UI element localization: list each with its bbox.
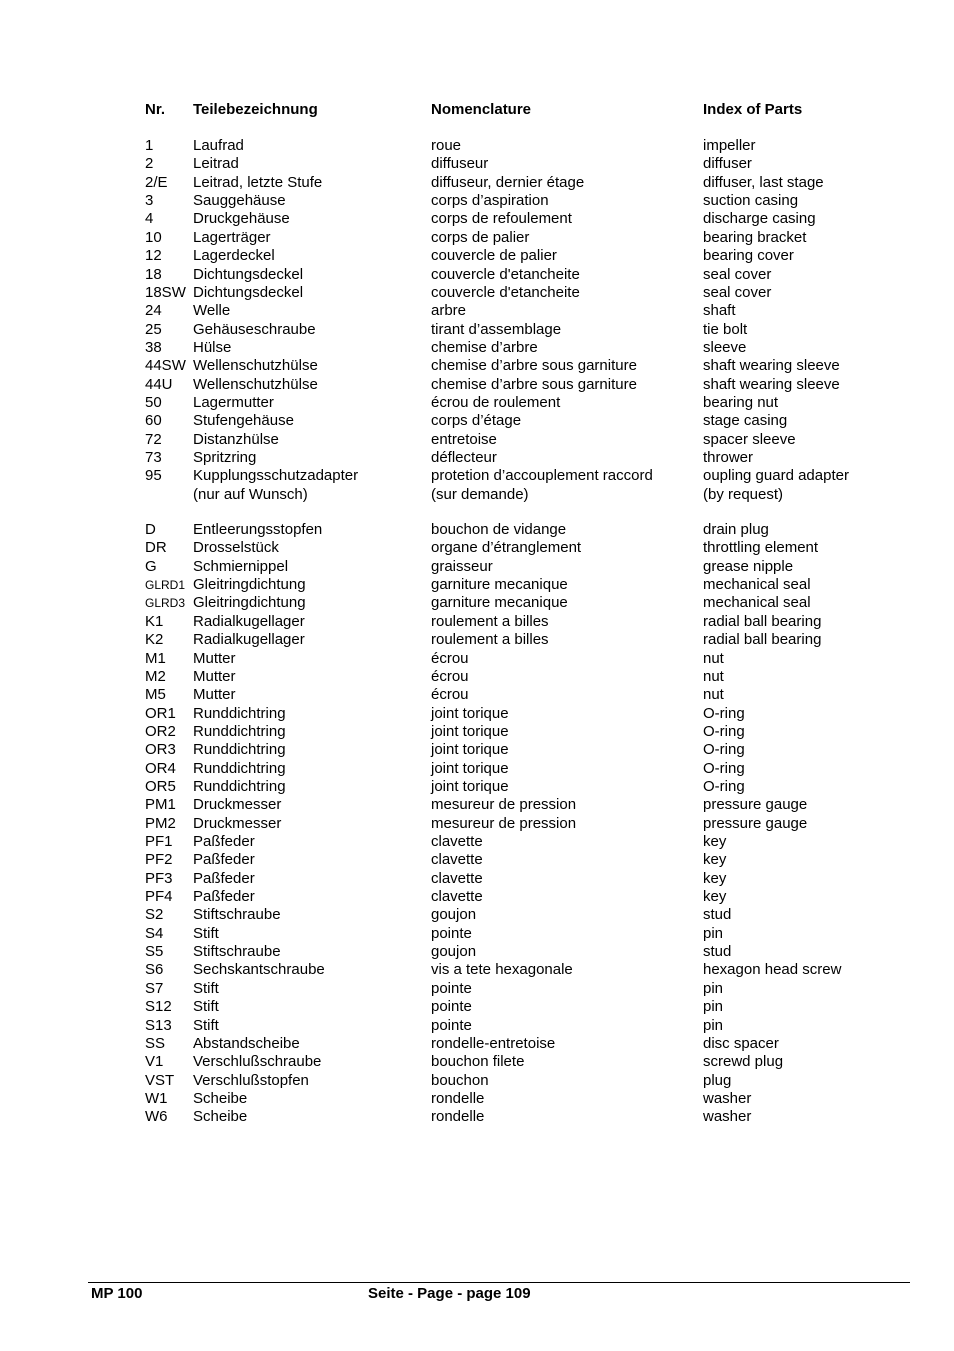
part-name-german: Lagerträger <box>193 228 271 246</box>
part-name-german: Stift <box>193 979 219 997</box>
part-name-english: bearing cover <box>703 247 794 265</box>
part-name-french: couvercle d'etancheite <box>431 283 580 301</box>
part-name-english: radial ball bearing <box>703 612 822 630</box>
table-row <box>0 155 954 173</box>
table-row <box>0 851 954 869</box>
part-name-english: nut <box>703 686 724 704</box>
table-row <box>0 192 954 210</box>
part-name-german: Lagermutter <box>193 393 274 411</box>
part-name-german: Gehäuseschraube <box>193 320 316 338</box>
part-number: 95 <box>145 467 162 485</box>
part-name-english: nut <box>703 667 724 685</box>
part-name-german: Gleitringdichtung <box>193 576 306 593</box>
part-name-french: garniture mecanique <box>431 594 568 612</box>
part-name-english: key <box>703 833 727 850</box>
part-name-german: Stift <box>193 924 219 942</box>
part-number: OR1 <box>145 704 176 722</box>
part-name-french: arbre <box>431 302 467 320</box>
table-row <box>0 486 954 504</box>
part-name-english: O-ring <box>703 759 745 777</box>
part-name-german: Dichtungsdeckel <box>193 283 304 301</box>
part-number: 3 <box>145 192 154 210</box>
part-number: M2 <box>145 667 166 685</box>
part-name-english: diffuser <box>703 155 752 173</box>
part-number: 18SW <box>145 283 186 301</box>
part-number: PF1 <box>145 833 173 850</box>
table-row <box>0 521 954 539</box>
part-number: 72 <box>145 430 162 448</box>
table-row <box>0 431 954 449</box>
part-name-german: Mutter <box>193 649 236 667</box>
part-name-english: key <box>703 888 727 905</box>
part-name-english: sleeve <box>703 338 747 356</box>
table-row <box>0 449 954 467</box>
table-row <box>0 1108 954 1126</box>
table-row <box>0 339 954 357</box>
part-name-french: graisseur <box>431 557 493 575</box>
part-name-english: hexagon head screw <box>703 961 842 979</box>
part-name-french: clavette <box>431 888 483 905</box>
part-number: S12 <box>145 998 172 1016</box>
part-name-german: Entleerungsstopfen <box>193 521 323 538</box>
part-name-german: (nur auf Wunsch) <box>193 485 308 503</box>
table-row <box>0 980 954 998</box>
part-number: W1 <box>145 1089 168 1107</box>
part-name-english: bearing nut <box>703 393 779 411</box>
table-row <box>0 778 954 796</box>
table-row <box>0 723 954 741</box>
part-number: 60 <box>145 412 162 430</box>
part-name-english: washer <box>703 1089 752 1107</box>
table-row <box>0 174 954 192</box>
part-name-english: shaft wearing sleeve <box>703 375 840 393</box>
part-name-english: grease nipple <box>703 557 794 575</box>
part-number: 73 <box>145 449 162 466</box>
part-name-german: Stift <box>193 998 219 1016</box>
part-name-german: Paßfeder <box>193 833 255 850</box>
table-row <box>0 741 954 759</box>
part-name-english: nut <box>703 649 724 667</box>
part-number: K2 <box>145 631 164 649</box>
part-name-french: goujon <box>431 943 477 960</box>
footer-divider <box>88 1282 910 1283</box>
header-german: Teilebezeichnung <box>193 101 318 118</box>
footer-model: MP 100 <box>91 1285 143 1302</box>
table-row <box>0 668 954 686</box>
part-name-german: Runddichtring <box>193 722 286 740</box>
part-name-english: stage casing <box>703 412 788 430</box>
part-name-german: Paßfeder <box>193 888 255 905</box>
part-name-english: suction casing <box>703 192 799 210</box>
part-name-german: Mutter <box>193 686 236 704</box>
part-name-french: bouchon filete <box>431 1053 525 1071</box>
table-row <box>0 870 954 888</box>
part-name-english: O-ring <box>703 777 745 795</box>
part-number: 4 <box>145 210 154 228</box>
part-name-french: goujon <box>431 906 477 924</box>
part-name-french: corps d’étage <box>431 412 522 430</box>
part-name-french: clavette <box>431 869 483 887</box>
part-name-german: Wellenschutzhülse <box>193 375 318 393</box>
part-name-english: O-ring <box>703 741 745 759</box>
table-row <box>0 998 954 1016</box>
part-name-french: joint torique <box>431 777 509 795</box>
part-name-french: mesureur de pression <box>431 814 577 832</box>
part-name-french: écrou de roulement <box>431 393 561 411</box>
part-number: OR3 <box>145 741 176 759</box>
part-name-german: Drosselstück <box>193 539 279 557</box>
table-row <box>0 266 954 284</box>
part-number: 2/E <box>145 173 168 191</box>
part-name-french: corps de refoulement <box>431 210 572 228</box>
part-name-english: O-ring <box>703 704 745 722</box>
part-number: 18 <box>145 265 162 283</box>
part-name-german: Spritzring <box>193 449 257 466</box>
part-number: M5 <box>145 686 166 704</box>
part-name-german: Schmiernippel <box>193 557 289 575</box>
header-french: Nomenclature <box>431 101 532 118</box>
part-name-french: chemise d’arbre sous garniture <box>431 357 637 375</box>
part-name-french: bouchon de vidange <box>431 521 567 538</box>
part-name-english: seal cover <box>703 265 772 283</box>
part-name-french: clavette <box>431 833 483 850</box>
part-name-english: O-ring <box>703 722 745 740</box>
part-name-english: radial ball bearing <box>703 631 822 649</box>
part-name-german: Verschlußschraube <box>193 1053 322 1071</box>
table-row <box>0 705 954 723</box>
header-nr: Nr. <box>145 101 166 118</box>
part-name-french: couvercle d'etancheite <box>431 265 580 283</box>
part-name-french: tirant d’assemblage <box>431 320 562 338</box>
table-row <box>0 1072 954 1090</box>
header-english: Index of Parts <box>703 101 803 118</box>
part-name-english: key <box>703 851 727 869</box>
part-number: K1 <box>145 612 164 630</box>
table-row <box>0 321 954 339</box>
part-name-english: oupling guard adapter <box>703 467 849 485</box>
part-number: OR2 <box>145 722 176 740</box>
part-number: PF3 <box>145 869 173 887</box>
part-name-english: pin <box>703 1016 724 1034</box>
part-name-german: Lagerdeckel <box>193 247 275 265</box>
part-name-english: seal cover <box>703 283 772 301</box>
part-name-german: Stiftschraube <box>193 906 281 924</box>
table-row <box>0 906 954 924</box>
part-number: 1 <box>145 137 154 154</box>
part-name-french: organe d’étranglement <box>431 539 582 557</box>
part-name-english: washer <box>703 1108 752 1126</box>
part-name-french: joint torique <box>431 722 509 740</box>
footer-page-number: Seite - Page - page 109 <box>368 1285 531 1302</box>
part-name-english: shaft <box>703 302 736 320</box>
part-name-german: Mutter <box>193 667 236 685</box>
part-name-french: pointe <box>431 979 472 997</box>
part-name-german: Abstandscheibe <box>193 1034 300 1052</box>
part-name-french: bouchon <box>431 1071 489 1089</box>
part-name-english: pin <box>703 979 724 997</box>
part-name-english: (by request) <box>703 485 784 503</box>
table-row <box>0 284 954 302</box>
part-name-english: shaft wearing sleeve <box>703 357 840 375</box>
part-number: DR <box>145 539 167 557</box>
part-number: PM1 <box>145 796 176 814</box>
part-name-german: Radialkugellager <box>193 631 305 649</box>
part-name-french: (sur demande) <box>431 485 529 503</box>
part-name-english: impeller <box>703 137 756 154</box>
part-number: S2 <box>145 906 164 924</box>
table-row <box>0 613 954 631</box>
table-header <box>0 101 954 119</box>
table-row <box>0 686 954 704</box>
part-number: G <box>145 557 157 575</box>
part-name-english: disc spacer <box>703 1034 779 1052</box>
part-name-english: mechanical seal <box>703 576 811 593</box>
part-number: S13 <box>145 1016 172 1034</box>
part-number: S7 <box>145 979 164 997</box>
part-name-english: pin <box>703 924 724 942</box>
part-number: OR4 <box>145 759 176 777</box>
table-row <box>0 357 954 375</box>
part-name-french: écrou <box>431 649 469 667</box>
part-number: 12 <box>145 247 162 265</box>
part-name-german: Welle <box>193 302 231 320</box>
part-name-german: Sechskantschraube <box>193 961 325 979</box>
part-name-french: pointe <box>431 924 472 942</box>
part-number: V1 <box>145 1053 164 1071</box>
part-number: 38 <box>145 338 162 356</box>
part-name-english: pressure gauge <box>703 814 808 832</box>
part-name-french: écrou <box>431 667 469 685</box>
part-name-german: Verschlußstopfen <box>193 1071 309 1089</box>
part-name-german: Dichtungsdeckel <box>193 265 304 283</box>
table-row <box>0 760 954 778</box>
part-name-german: Scheibe <box>193 1089 248 1107</box>
part-number: GLRD1 <box>145 578 186 592</box>
part-name-french: rondelle <box>431 1108 485 1126</box>
part-name-german: Runddichtring <box>193 777 286 795</box>
part-number: 50 <box>145 393 162 411</box>
part-number: 25 <box>145 320 162 338</box>
part-name-english: diffuser, last stage <box>703 173 824 191</box>
part-number: 2 <box>145 155 154 173</box>
part-name-english: discharge casing <box>703 210 816 228</box>
part-name-french: pointe <box>431 998 472 1016</box>
part-name-french: corps d’aspiration <box>431 192 549 210</box>
table-row <box>0 467 954 485</box>
part-name-french: joint torique <box>431 759 509 777</box>
part-name-german: Druckmesser <box>193 814 282 832</box>
table-row <box>0 210 954 228</box>
part-name-german: Distanzhülse <box>193 430 279 448</box>
part-name-french: chemise d’arbre sous garniture <box>431 375 637 393</box>
part-name-french: pointe <box>431 1016 472 1034</box>
table-row <box>0 302 954 320</box>
part-name-french: diffuseur <box>431 155 489 173</box>
part-number: S4 <box>145 924 164 942</box>
part-name-french: écrou <box>431 686 469 704</box>
part-number: 44SW <box>145 357 186 375</box>
part-name-german: Kupplungsschutzadapter <box>193 467 359 485</box>
part-name-german: Paßfeder <box>193 869 255 887</box>
part-name-english: bearing bracket <box>703 228 807 246</box>
part-name-german: Runddichtring <box>193 759 286 777</box>
part-name-german: Runddichtring <box>193 704 286 722</box>
part-name-german: Wellenschutzhülse <box>193 357 318 375</box>
part-number: SS <box>145 1034 166 1052</box>
table-row <box>0 247 954 265</box>
table-row <box>0 1035 954 1053</box>
part-number: M1 <box>145 649 166 667</box>
part-name-english: key <box>703 869 727 887</box>
part-name-french: vis a tete hexagonale <box>431 961 573 979</box>
part-name-french: mesureur de pression <box>431 796 577 814</box>
part-name-german: Druckgehäuse <box>193 210 290 228</box>
part-name-english: thrower <box>703 449 754 466</box>
part-name-french: garniture mecanique <box>431 576 568 593</box>
part-name-german: Radialkugellager <box>193 612 305 630</box>
part-name-english: stud <box>703 943 732 960</box>
part-name-french: corps de palier <box>431 228 530 246</box>
table-row <box>0 594 954 612</box>
table-row <box>0 394 954 412</box>
part-name-english: drain plug <box>703 521 769 538</box>
table-row <box>0 631 954 649</box>
part-name-french: roulement a billes <box>431 612 549 630</box>
part-number: W6 <box>145 1108 168 1126</box>
table-row <box>0 925 954 943</box>
table-row <box>0 1090 954 1108</box>
table-row <box>0 576 954 594</box>
part-number: PF2 <box>145 851 173 869</box>
table-row <box>0 888 954 906</box>
part-number: 24 <box>145 302 162 320</box>
table-row <box>0 539 954 557</box>
part-name-english: throttling element <box>703 539 819 557</box>
part-name-german: Hülse <box>193 338 232 356</box>
table-row <box>0 412 954 430</box>
part-name-french: protetion d’accouplement raccord <box>431 467 653 485</box>
part-name-german: Stift <box>193 1016 219 1034</box>
part-number: PM2 <box>145 814 176 832</box>
part-name-german: Paßfeder <box>193 851 255 869</box>
part-name-english: screwd plug <box>703 1053 784 1071</box>
part-number: PF4 <box>145 888 173 905</box>
part-name-english: plug <box>703 1071 732 1089</box>
part-name-german: Sauggehäuse <box>193 192 286 210</box>
part-number: D <box>145 521 156 538</box>
part-name-german: Gleitringdichtung <box>193 594 306 612</box>
table-row <box>0 137 954 155</box>
table-row <box>0 815 954 833</box>
part-number: GLRD3 <box>145 596 186 611</box>
part-number: 10 <box>145 228 162 246</box>
part-name-french: roulement a billes <box>431 631 549 649</box>
table-row <box>0 558 954 576</box>
part-name-english: tie bolt <box>703 320 748 338</box>
part-number: S5 <box>145 943 164 960</box>
part-name-french: couvercle de palier <box>431 247 557 265</box>
table-row <box>0 833 954 851</box>
part-name-french: entretoise <box>431 430 497 448</box>
part-number: 44U <box>145 375 173 393</box>
part-name-french: rondelle-entretoise <box>431 1034 556 1052</box>
part-name-english: pin <box>703 998 724 1016</box>
part-name-german: Scheibe <box>193 1108 248 1126</box>
table-row <box>0 961 954 979</box>
part-name-german: Stufengehäuse <box>193 412 294 430</box>
table-row <box>0 376 954 394</box>
table-row <box>0 229 954 247</box>
part-number: S6 <box>145 961 164 979</box>
table-row <box>0 650 954 668</box>
table-row <box>0 1053 954 1071</box>
part-name-german: Leitrad <box>193 155 239 173</box>
part-name-french: joint torique <box>431 741 509 759</box>
part-name-french: joint torique <box>431 704 509 722</box>
part-name-english: mechanical seal <box>703 594 811 612</box>
part-name-english: pressure gauge <box>703 796 808 814</box>
part-name-french: diffuseur, dernier étage <box>431 173 585 191</box>
part-name-french: chemise d’arbre <box>431 338 538 356</box>
table-row <box>0 943 954 961</box>
part-number: OR5 <box>145 777 176 795</box>
table-row <box>0 1017 954 1035</box>
part-name-french: déflecteur <box>431 449 497 466</box>
part-name-english: spacer sleeve <box>703 430 796 448</box>
part-name-french: roue <box>431 137 462 154</box>
part-name-german: Druckmesser <box>193 796 282 814</box>
part-name-french: rondelle <box>431 1089 485 1107</box>
table-row <box>0 796 954 814</box>
part-name-german: Runddichtring <box>193 741 286 759</box>
part-name-german: Laufrad <box>193 137 244 154</box>
part-name-german: Leitrad, letzte Stufe <box>193 173 323 191</box>
part-name-german: Stiftschraube <box>193 943 281 960</box>
part-name-french: clavette <box>431 851 483 869</box>
part-number: VST <box>145 1071 175 1089</box>
part-name-english: stud <box>703 906 732 924</box>
